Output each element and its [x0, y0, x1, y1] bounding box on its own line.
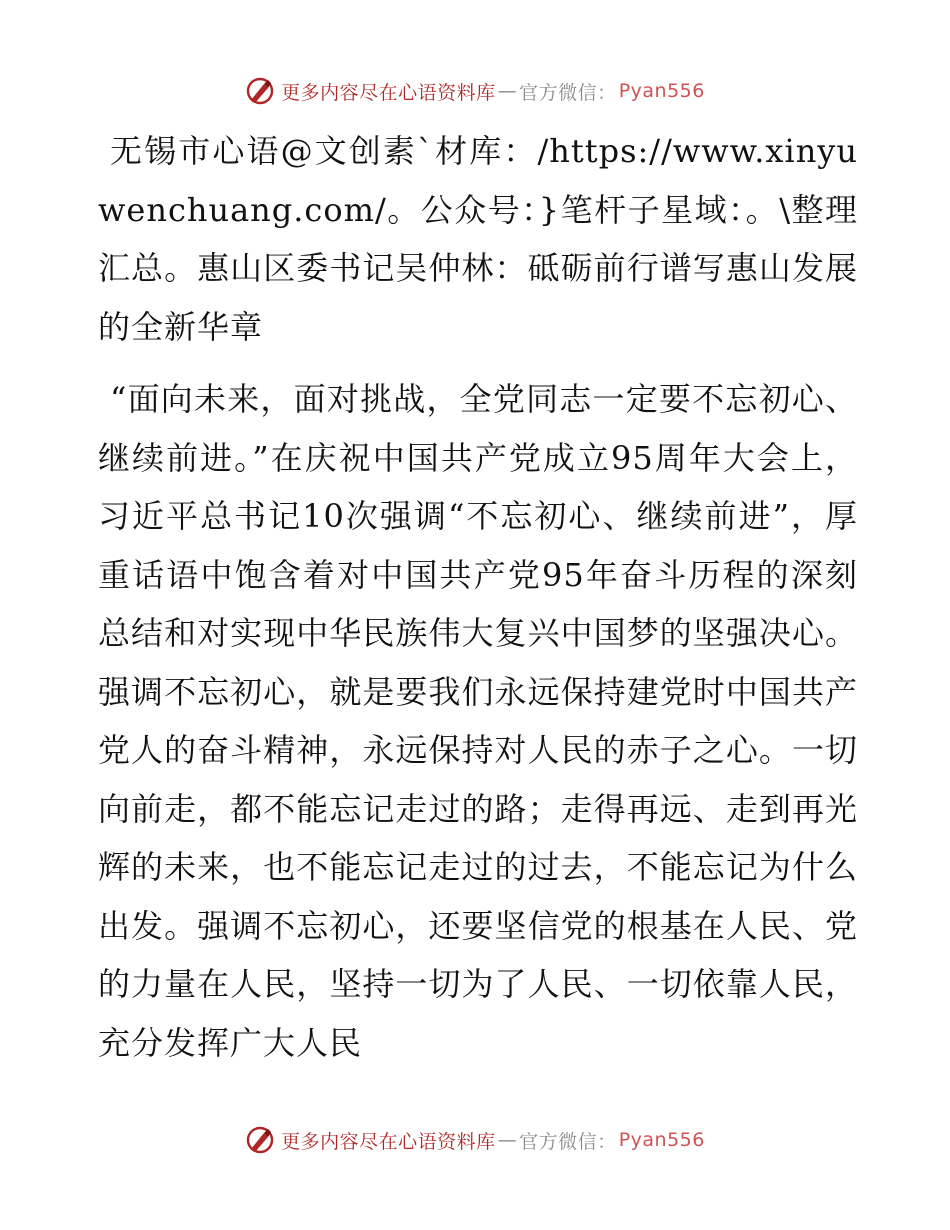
banner-wechat-id: Pyan556	[618, 80, 705, 102]
banner-slogan: 更多内容尽在心语资料库	[281, 1130, 496, 1153]
banner-wechat-label: 官方微信：	[519, 81, 617, 104]
paragraph-1: 无锡市心语@文创素`材库：/https://www.xinyuwenchuang.com/。公众号：}笔杆子星域：。\整理汇总。惠山区委书记吴仲林：砥砺前行谱写惠山发展的全新华章	[98, 132, 858, 346]
pen-logo-icon	[245, 1125, 275, 1155]
pen-logo-icon	[245, 76, 275, 106]
document-body	[98, 122, 858, 1072]
header-banner	[0, 74, 950, 108]
paragraph-2: “面向未来，面对挑战，全党同志一定要不忘初心、继续前进。”在庆祝中国共产党成立95周年大会上，习近平总书记10次强调“不忘初心、继续前进”，厚重话语中饱含着对中国共产党95年奋斗历程的深刻总结和对实现中华民族伟大复兴中国梦的坚强决心。强调不忘初心，就是要我们永远保持建党时中国共产党人的奋斗精神，永远保持对人民的赤子之心。一切向前走，都不能忘记走过的路；走得再远、走到再光辉的未来，也不能忘记走过的过去，不能忘记为什么出发。强调不忘初心，还要坚信党的根基在人民、党的力量在人民，坚持一切为了人民、一切依靠人民，充分发挥广大人民	[98, 380, 858, 1062]
banner-wechat-label: 官方微信：	[519, 1130, 617, 1153]
banner-separator: —	[497, 1129, 518, 1151]
footer-banner	[0, 1123, 950, 1157]
banner-wechat-id: Pyan556	[618, 1129, 705, 1151]
banner-separator: —	[497, 80, 518, 102]
banner-slogan: 更多内容尽在心语资料库	[281, 81, 496, 104]
